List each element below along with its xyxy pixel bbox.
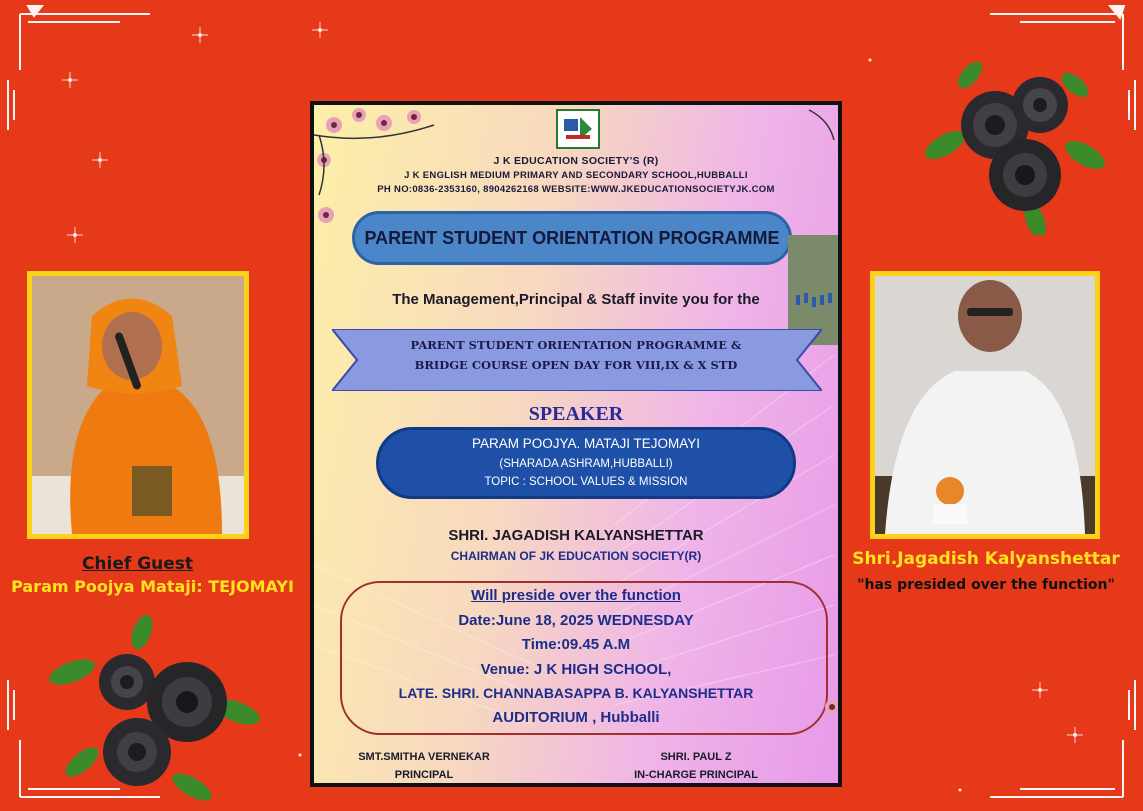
- event-venue-line-2: LATE. SHRI. CHANNABASAPPA B. KALYANSHETTAR: [398, 685, 754, 701]
- chairman-photo: [870, 271, 1100, 539]
- principal-role: PRINCIPAL: [394, 769, 454, 781]
- event-venue-line-3: AUDITORIUM , Hubballi: [492, 709, 660, 726]
- school-name: J K ENGLISH MEDIUM PRIMARY AND SECONDARY SCHOOL,HUBBALLI: [404, 170, 748, 181]
- programme-title-banner: PARENT STUDENT ORIENTATION PROGRAMME: [352, 211, 792, 265]
- speaker-organisation: (SHARADA ASHRAM,HUBBALLI): [499, 458, 673, 470]
- chief-guest-photo: [27, 271, 249, 539]
- flower-decoration-icon: [820, 695, 838, 735]
- black-rose-decoration-icon: [42, 612, 262, 807]
- contact-info: PH NO:0836-2353160, 8904262168 WEBSITE:WWW.JKEDUCATIONSOCIETYJK.COM: [377, 184, 775, 195]
- event-time: Time:09.45 A.M: [521, 636, 631, 653]
- speaker-topic: TOPIC : SCHOOL VALUES & MISSION: [484, 476, 688, 488]
- speaker-label: SPEAKER: [528, 403, 624, 425]
- chairman-name-caption: Shri.Jagadish Kalyanshettar: [852, 549, 1120, 569]
- incharge-principal-role: IN-CHARGE PRINCIPAL: [634, 769, 758, 781]
- invitation-line: The Management,Principal & Staff invite you for the: [392, 291, 760, 308]
- chairman-role: CHAIRMAN OF JK EDUCATION SOCIETY(R): [450, 549, 702, 563]
- preside-line: Will preside over the function: [471, 587, 681, 604]
- chief-guest-label: Chief Guest: [81, 554, 194, 574]
- incharge-principal-name: SHRI. PAUL Z: [660, 751, 732, 763]
- chairman-name: SHRI. JAGADISH KALYANSHETTAR: [448, 527, 704, 544]
- principal-name: SMT.SMITHA VERNEKAR: [358, 751, 490, 763]
- speaker-pill: [376, 427, 796, 499]
- chairman-note-caption: "has presided over the function": [857, 577, 1115, 593]
- speaker-name: PARAM POOJYA. MATAJI TEJOMAYI: [471, 436, 701, 451]
- school-logo-icon: [556, 109, 600, 149]
- event-date: Date:June 18, 2025 WEDNESDAY: [458, 612, 694, 629]
- chief-guest-name: Param Poojya Mataji: TEJOMAYI: [11, 577, 294, 596]
- ribbon-line-2: BRIDGE COURSE OPEN DAY FOR VIII,IX & X STD: [414, 358, 738, 372]
- invitation-poster: [310, 101, 842, 787]
- black-rose-decoration-icon: [915, 35, 1115, 235]
- society-name: J K EDUCATION SOCIETY'S (R): [493, 155, 659, 167]
- ribbon-line-1: PARENT STUDENT ORIENTATION PROGRAMME &: [410, 338, 742, 352]
- event-venue-line-1: Venue: J K HIGH SCHOOL,: [480, 661, 672, 678]
- leaf-decoration-icon: [804, 105, 838, 145]
